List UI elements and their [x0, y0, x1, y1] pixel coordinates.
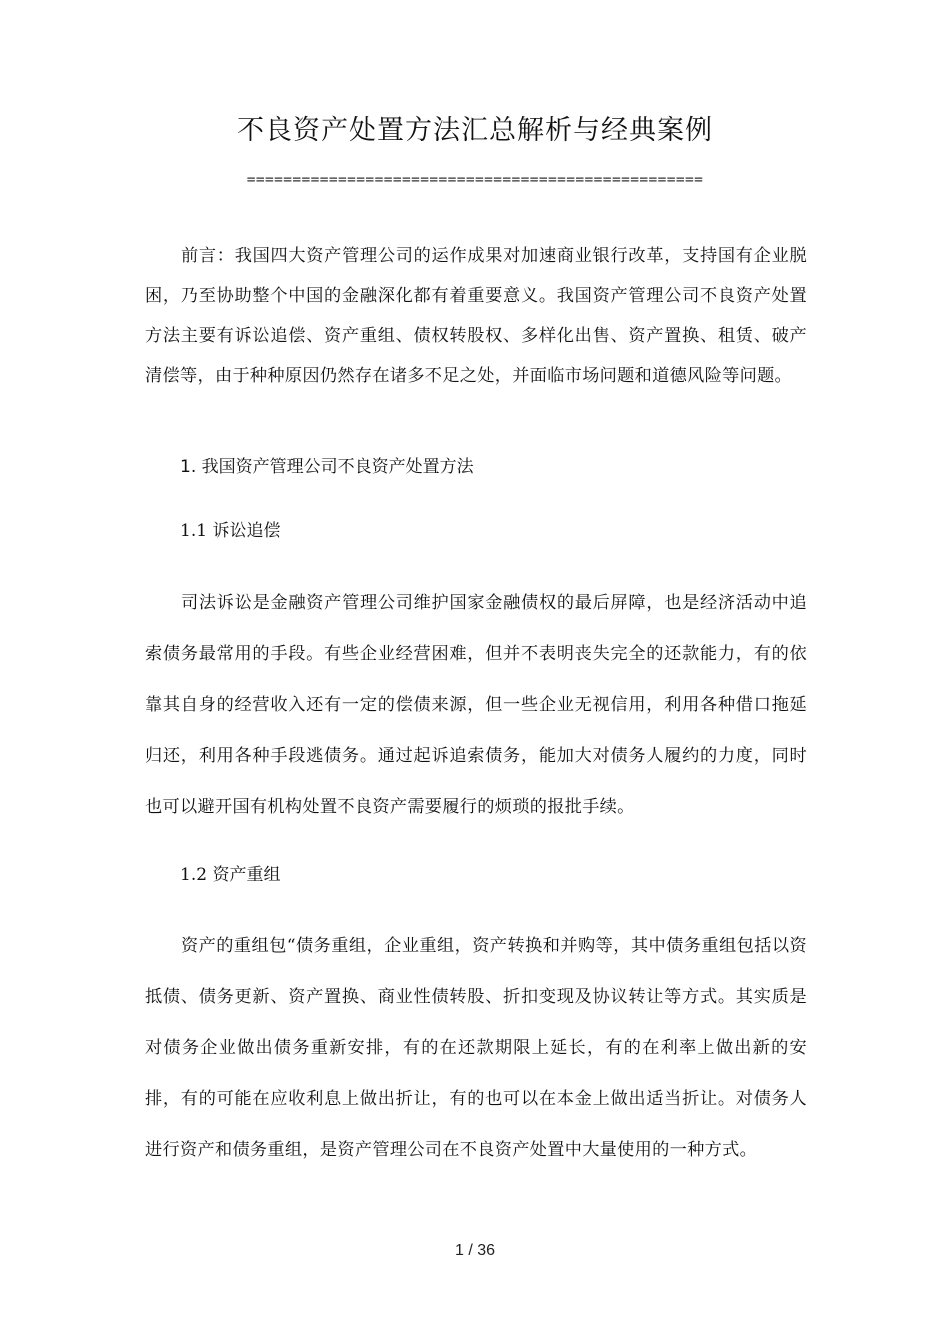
preface-paragraph: 前言：我国四大资产管理公司的运作成果对加速商业银行改革，支持国有企业脱困，乃至协助整个中国的金融深化都有着重要意义。我国资产管理公司不良资产处置方法主要有诉讼追偿、资产重组、债权转股权、多样化出售、资产置换、租赁、破产清偿等，由于种种原因仍然存在诸多不足之处，并面临市场问题和道德风险等问题。	[145, 246, 807, 386]
document-title: 不良资产处置方法汇总解析与经典案例	[237, 115, 713, 146]
separator-line: ==================================================	[246, 172, 704, 188]
page-number: 1 / 36	[454, 1242, 496, 1259]
restructuring-paragraph: 资产的重组包“债务重组，企业重组，资产转换和并购等，其中债务重组包括以资抵债、债务更新、资产置换、商业性债转股、折扣变现及协议转让等方式。其实质是对债务企业做出债务重新安排，有的在还款期限上延长，有的在利率上做出新的安排，有的可能在应收利息上做出折让，有的也可以在本金上做出适当折让。对债务人进行资产和债务重组，是资产管理公司在不良资产处置中大量使用的一种方式。	[145, 936, 807, 1160]
section-heading: 1. 我国资产管理公司不良资产处置方法	[180, 457, 474, 477]
subsection-heading-restructuring: 1.2 资产重组	[180, 865, 281, 885]
subsection-heading-litigation: 1.1 诉讼追偿	[180, 521, 281, 541]
litigation-paragraph: 司法诉讼是金融资产管理公司维护国家金融债权的最后屏障，也是经济活动中追索债务最常用的手段。有些企业经营困难，但并不表明丧失完全的还款能力，有的依靠其自身的经营收入还有一定的偿债来源，但一些企业无视信用，利用各种借口拖延归还，利用各种手段逃债务。通过起诉追索债务，能加大对债务人履约的力度，同时也可以避开国有机构处置不良资产需要履行的烦琐的报批手续。	[145, 593, 807, 817]
